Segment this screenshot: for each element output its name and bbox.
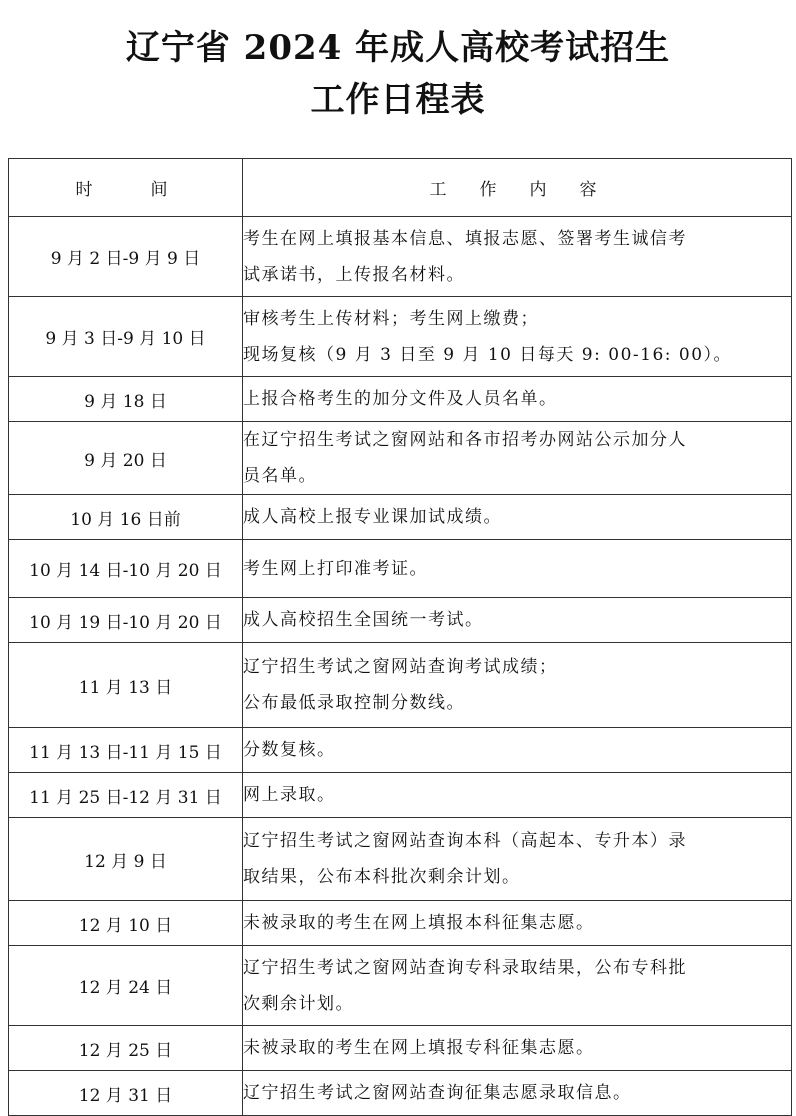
page-subtitle: 工作日程表 <box>310 80 486 120</box>
work-line: 员名单。 <box>243 466 317 486</box>
row-time-cell: 9 月 20 日 <box>9 422 243 495</box>
row-time-cell: 9 月 2 日-9 月 9 日 <box>9 217 243 297</box>
row-work-cell <box>243 901 792 946</box>
work-line: 上报合格考生的加分文件及人员名单。 <box>243 389 558 409</box>
work-line: 现场复核（9 月 3 日至 9 月 10 日每天 9: 00-16: 00）。 <box>243 344 733 365</box>
table-row <box>9 946 792 1026</box>
table-row <box>9 540 792 598</box>
row-time-cell: 12 月 31 日 <box>9 1071 243 1116</box>
work-line: 试承诺书，上传报名材料。 <box>243 264 465 285</box>
row-work-cell <box>243 643 792 728</box>
table-row <box>9 1026 792 1071</box>
work-line: 辽宁招生考试之窗网站查询本科（高起本、专升本）录 <box>243 831 687 851</box>
work-line: 未被录取的考生在网上填报专科征集志愿。 <box>243 1038 595 1058</box>
row-work-cell <box>243 946 792 1026</box>
table-row <box>9 1071 792 1116</box>
work-line: 分数复核。 <box>243 740 336 760</box>
table-row <box>9 598 792 643</box>
work-line: 成人高校上报专业课加试成绩。 <box>243 507 502 527</box>
row-time-cell: 10 月 14 日-10 月 20 日 <box>9 540 243 598</box>
row-work-cell <box>243 540 792 598</box>
work-line: 未被录取的考生在网上填报本科征集志愿。 <box>243 913 595 933</box>
table-row <box>9 728 792 773</box>
work-line: 辽宁招生考试之窗网站查询专科录取结果，公布专科批 <box>243 957 687 978</box>
row-time-cell: 10 月 19 日-10 月 20 日 <box>9 598 243 643</box>
row-time-cell: 11 月 13 日-11 月 15 日 <box>9 728 243 773</box>
table-row <box>9 901 792 946</box>
row-work-cell <box>243 728 792 773</box>
row-time-cell: 11 月 13 日 <box>9 643 243 728</box>
row-work-cell <box>243 495 792 540</box>
work-line: 审核考生上传材料；考生网上缴费； <box>243 308 539 329</box>
header-time: 时 间 <box>9 159 243 217</box>
row-work-cell <box>243 1026 792 1071</box>
table-row <box>9 297 792 377</box>
row-time-cell: 10 月 16 日前 <box>9 495 243 540</box>
row-work-cell <box>243 1071 792 1116</box>
table-row <box>9 495 792 540</box>
header-work-content: 工 作 内 容 <box>243 159 792 217</box>
work-line: 辽宁招生考试之窗网站查询考试成绩； <box>243 657 558 677</box>
table-header-row <box>9 159 792 217</box>
row-work-cell <box>243 377 792 422</box>
row-time-cell: 9 月 18 日 <box>9 377 243 422</box>
work-line: 取结果，公布本科批次剩余计划。 <box>243 867 521 887</box>
row-work-cell <box>243 598 792 643</box>
table-row <box>9 217 792 297</box>
table-row <box>9 422 792 495</box>
work-line: 网上录取。 <box>243 785 336 805</box>
row-work-cell <box>243 818 792 901</box>
work-line: 考生在网上填报基本信息、填报志愿、签署考生诚信考 <box>243 228 687 249</box>
work-line: 考生网上打印准考证。 <box>243 558 428 579</box>
table-row <box>9 377 792 422</box>
row-time-cell: 12 月 10 日 <box>9 901 243 946</box>
table-row <box>9 818 792 901</box>
table-row <box>9 643 792 728</box>
work-line: 公布最低录取控制分数线。 <box>243 693 465 713</box>
row-time-cell: 12 月 9 日 <box>9 818 243 901</box>
row-work-cell <box>243 217 792 297</box>
work-line: 辽宁招生考试之窗网站查询征集志愿录取信息。 <box>243 1083 632 1103</box>
work-line: 在辽宁招生考试之窗网站和各市招考办网站公示加分人 <box>243 430 687 450</box>
row-work-cell <box>243 422 792 495</box>
page-title: 辽宁省 2024 年成人高校考试招生 <box>125 28 671 68</box>
row-work-cell <box>243 773 792 818</box>
row-time-cell: 12 月 25 日 <box>9 1026 243 1071</box>
row-time-cell: 12 月 24 日 <box>9 946 243 1026</box>
row-time-cell: 11 月 25 日-12 月 31 日 <box>9 773 243 818</box>
row-time-cell: 9 月 3 日-9 月 10 日 <box>9 297 243 377</box>
work-line: 成人高校招生全国统一考试。 <box>243 610 484 630</box>
work-line: 次剩余计划。 <box>243 993 354 1014</box>
row-work-cell <box>243 297 792 377</box>
table-row <box>9 773 792 818</box>
schedule-table <box>8 158 792 1116</box>
